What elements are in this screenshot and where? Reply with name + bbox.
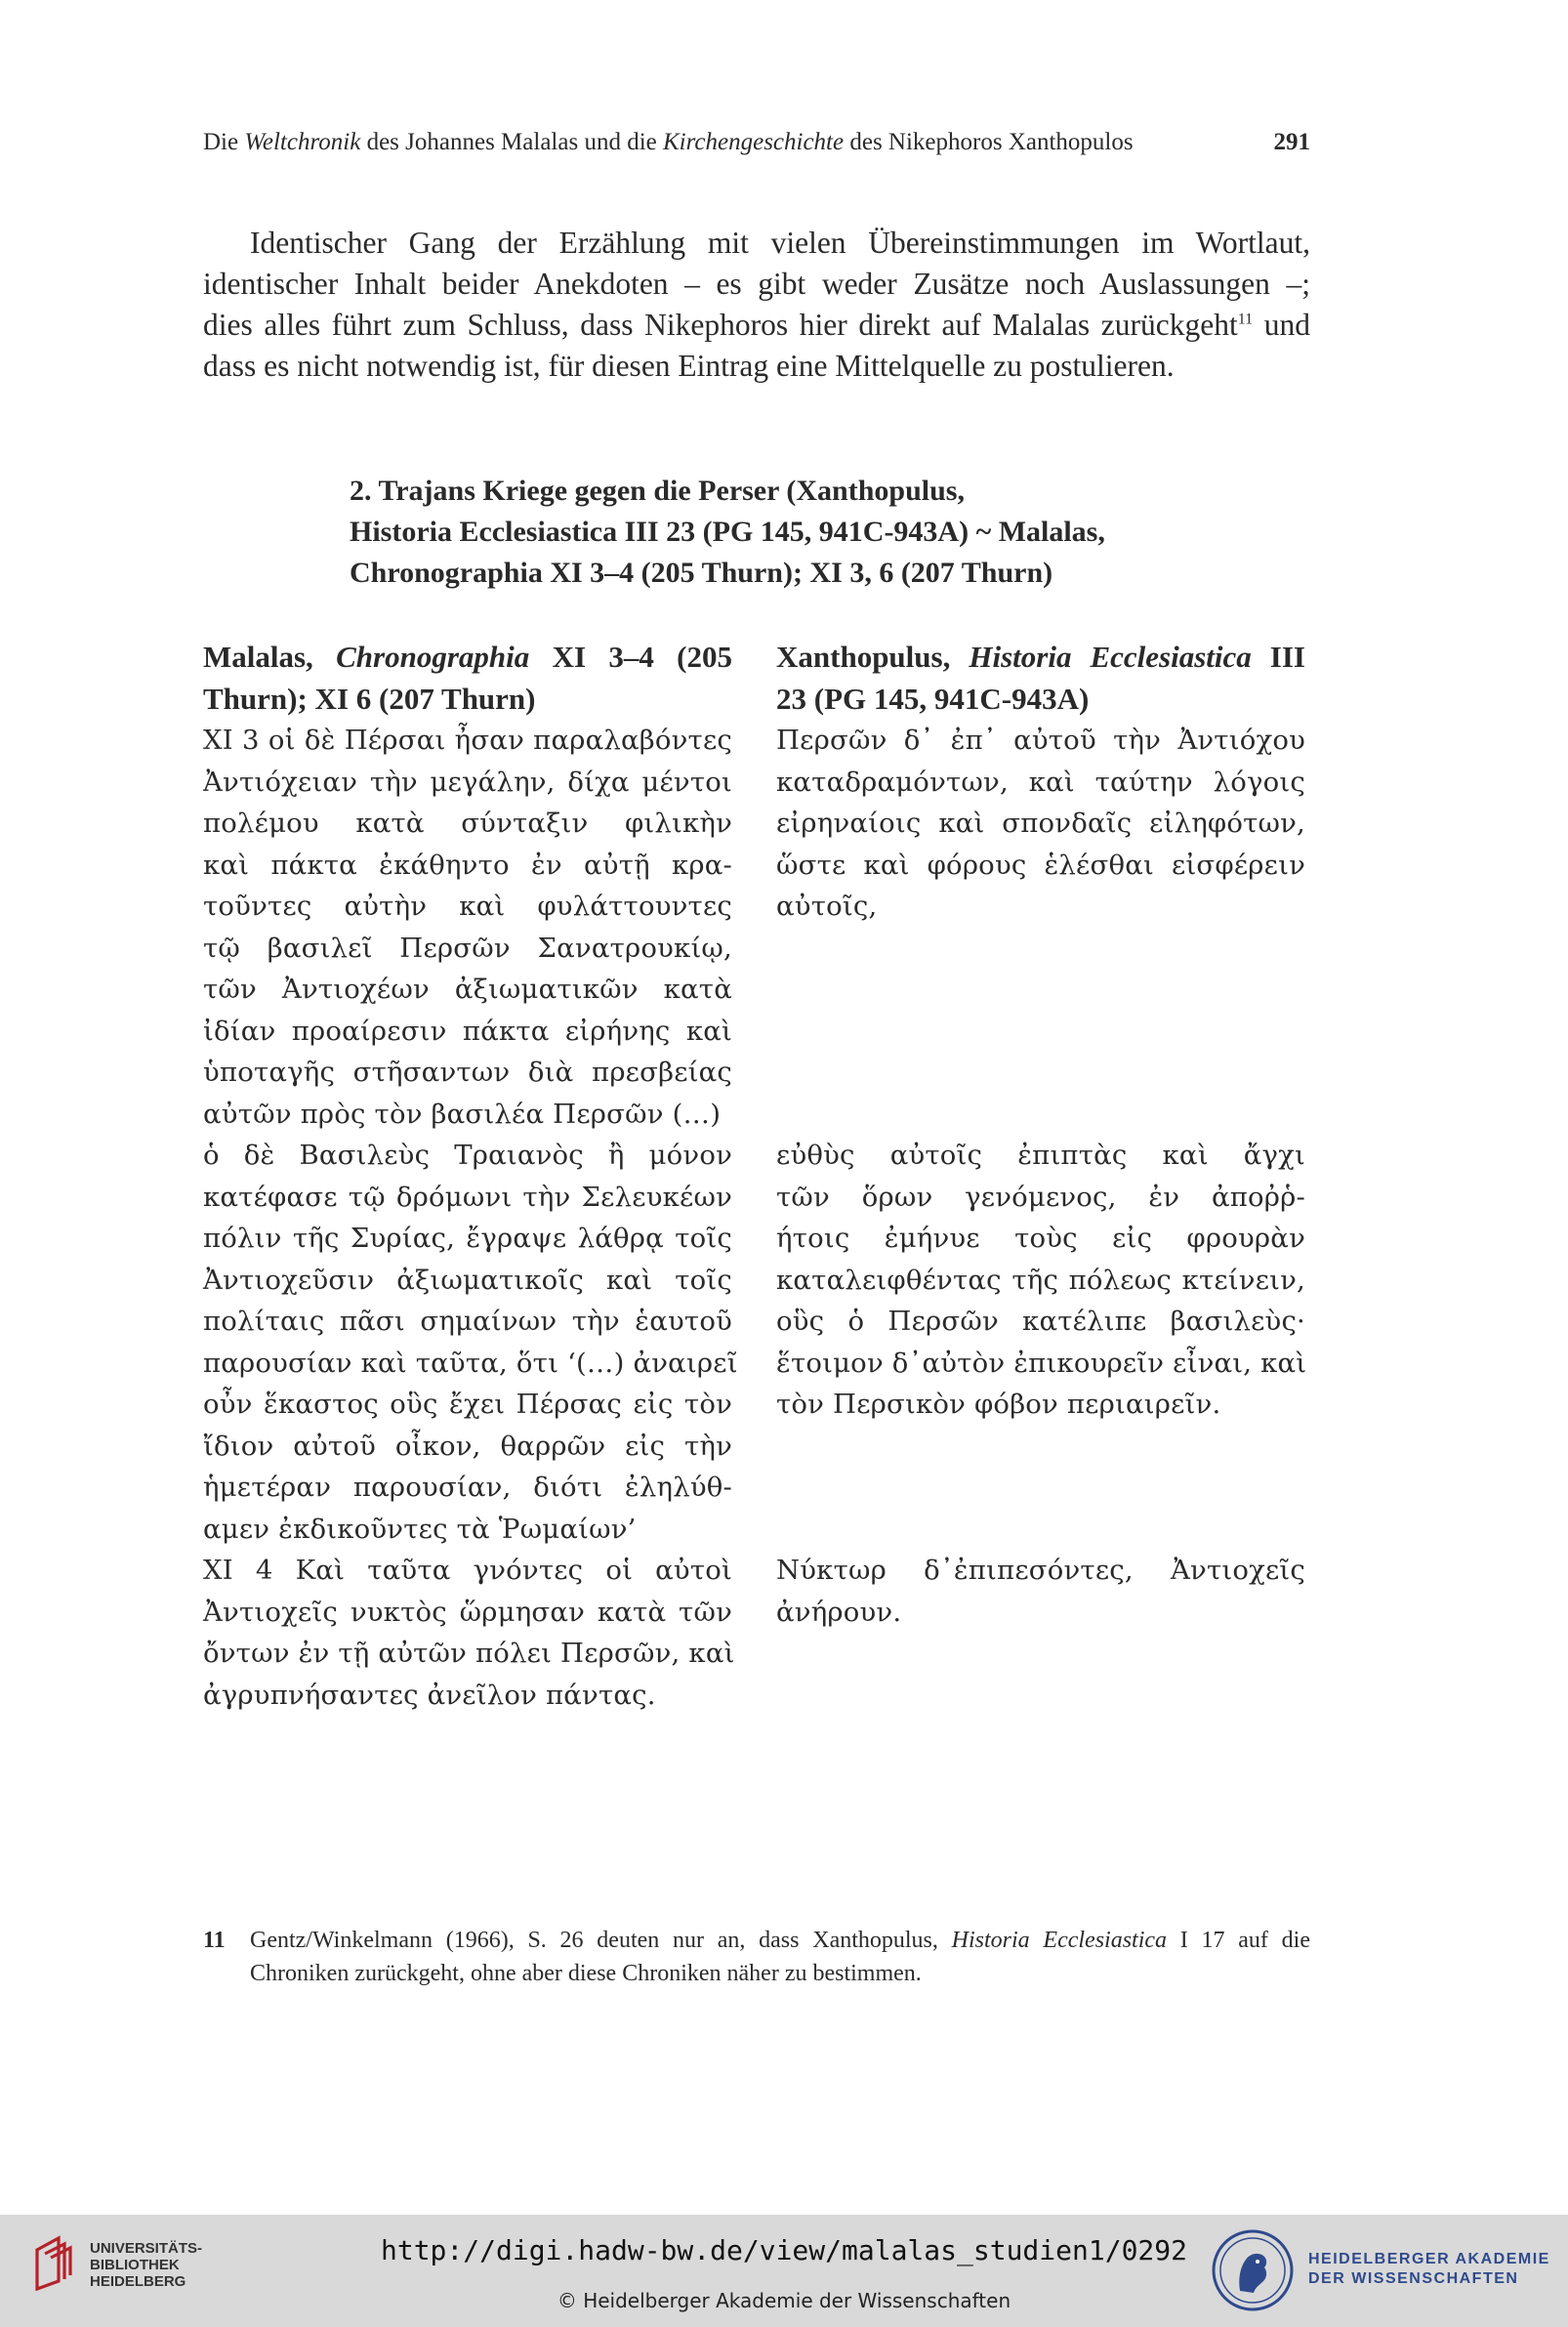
viewer-footer-bar xyxy=(0,2215,1568,2327)
xanthopulus-column xyxy=(776,637,1305,1633)
page-number: 291 xyxy=(1273,129,1310,155)
footnote-text: Gentz/Winkelmann (1966), S. 26 deuten nur an, dass Xanthopulus, Historia Ecclesiastica I 17 auf die Chroniken zurückgeht, ohne aber diese Chroniken näher zu bestimmen. xyxy=(250,1928,1310,1986)
section-heading-line: Chronographia XI 3–4 (205 Thurn); XI 3, 6 (207 Thurn) xyxy=(350,557,1053,589)
running-title: Die Weltchronik des Johannes Malalas und die Kirchengeschichte des Nikephoros Xanthopulos xyxy=(203,129,1134,155)
copyright-notice: © Heidelberger Akademie der Wissenschaften xyxy=(557,2289,1011,2312)
intro-line: dass es nicht notwendig ist, für diesen Eintrag eine Mittelquelle zu postulieren. xyxy=(203,349,1175,383)
malalas-greek-text: XI 3 οἱ δὲ Πέρσαι ἦσαν παραλαβόντες Ἀντιόχειαν τὴν μεγάλην, δίχα μέντοι πολέμου κατὰ σύνταξιν φιλικὴν καὶ πάκτα ἐκάθηντο ἐν αὐτῇ κρα- τοῦντες αὐτὴν καὶ φυλάττουντες τῷ βασιλεῖ Περσῶν Σανατρουκίῳ, τῶν Ἀντιοχέων ἀξιωματικῶν κατὰ ἰδίαν προαίρεσιν πάκτα εἰρήνης καὶ ὑποταγῆς στῆσαντων διὰ πρεσβείας αὐτῶν πρὸς τὸν βασιλέα Περσῶν (…) ὁ δὲ Βασιλεὺς Τραιανὸς ἢ μόνον κατέφασε τῷ δρόμωνι τὴν Σελευκέων πόλιν τῆς Συρίας, ἔγραψε λάθρᾳ τοῖς Ἀντιοχεῦσιν ἀξιωματικοῖς καὶ τοῖς πολίταις πᾶσι σημαίνων τὴν ἑαυτοῦ παρουσίαν καὶ ταῦτα, ὅτι ‘(…) ἀναιρεῖ οὖν ἕκαστος οὓς ἔχει Πέρσας εἰς τὸν ἴδιον αὐτοῦ οἶκον, θαρρῶν εἰς τὴν ἡμετέραν παρουσίαν, διότι ἐληλύθ- αμεν ἐκδικοῦντες τὰ Ῥωμαίων’ XI 4 Καὶ ταῦτα γνόντες οἱ αὐτοὶ Ἀντιοχεῖς νυκτὸς ὥρμησαν κατὰ τῶν ὄντων ἐν τῇ αὐτῶν πόλει Περσῶν, καὶ ἀγρυπνήσαντες ἀνεῖλον πάντας. xyxy=(203,725,738,1711)
academy-seal-icon[interactable] xyxy=(1211,2228,1295,2312)
university-library-name: UNIVERSITÄTS- BIBLIOTHEK HEIDELBERG xyxy=(90,2240,203,2290)
footnote-number: 11 xyxy=(203,1928,226,1953)
section-heading xyxy=(350,471,1228,594)
intro-line: identischer Inhalt beider Anekdoten – es gibt weder Zusätze noch Auslassungen –; xyxy=(203,267,1310,301)
intro-line: dies alles führt zum Schluss, dass Nikephoros hier direkt auf Malalas zurückgeht$^{11}$ und xyxy=(203,308,1311,342)
malalas-column-heading: Malalas, Chronographia XI 3–4 (205 Thurn); XI 6 (207 Thurn) xyxy=(203,640,732,716)
xanthopulus-greek-text: Περσῶν δ᾽ ἐπ᾽ αὐτοῦ τὴν Ἀντιόχου καταδραμόντων, καὶ ταύτην λόγοις εἰρηναίοις καὶ σπονδαῖς εἰληφότων, ὥστε καὶ φόρους ἑλέσθαι εἰσφέρειν αὐτοῖς, εὐθὺς αὐτοῖς ἐπιπτὰς καὶ ἄγχι τῶν ὅρων γενόμενος, ἐν ἀποῤῥ- ήτοις ἐμήνυε τοὺς εἰς φρουρὰν καταλειφθέντας τῆς πόλεως κτείνειν, οὓς ὁ Περσῶν κατέλιπε βασιλεὺς· ἕτοιμον δ᾽αὐτὸν ἐπικουρεῖν εἶναι, καὶ τὸν Περσικὸν φόβον περιαιρεῖν. Νύκτωρ δ᾽ἐπιπεσόντες, Ἀντιοχεῖς ἀνήρουν. xyxy=(776,725,1307,1628)
malalas-column xyxy=(203,637,738,1716)
section-heading-line: 2. Trajans Kriege gegen die Perser (Xanthopulus, xyxy=(350,475,965,507)
intro-line: Identischer Gang der Erzählung mit vielen Übereinstimmungen im Wortlaut, xyxy=(250,226,1310,260)
section-heading-line: Historia Ecclesiastica III 23 (PG 145, 941C-943A) ~ Malalas, xyxy=(350,516,1105,548)
intro-paragraph xyxy=(203,223,1310,387)
permalink-url[interactable]: http://digi.hadw-bw.de/view/malalas_studien1/0292 xyxy=(380,2234,1187,2266)
xanthopulus-column-heading: Xanthopulus, Historia Ecclesiastica III 23 (PG 145, 941C-943A) xyxy=(776,640,1305,716)
footnote-ref[interactable]: 11 xyxy=(1237,311,1254,328)
academy-name: HEIDELBERGER AKADEMIE DER WISSENSCHAFTEN xyxy=(1308,2251,1550,2287)
